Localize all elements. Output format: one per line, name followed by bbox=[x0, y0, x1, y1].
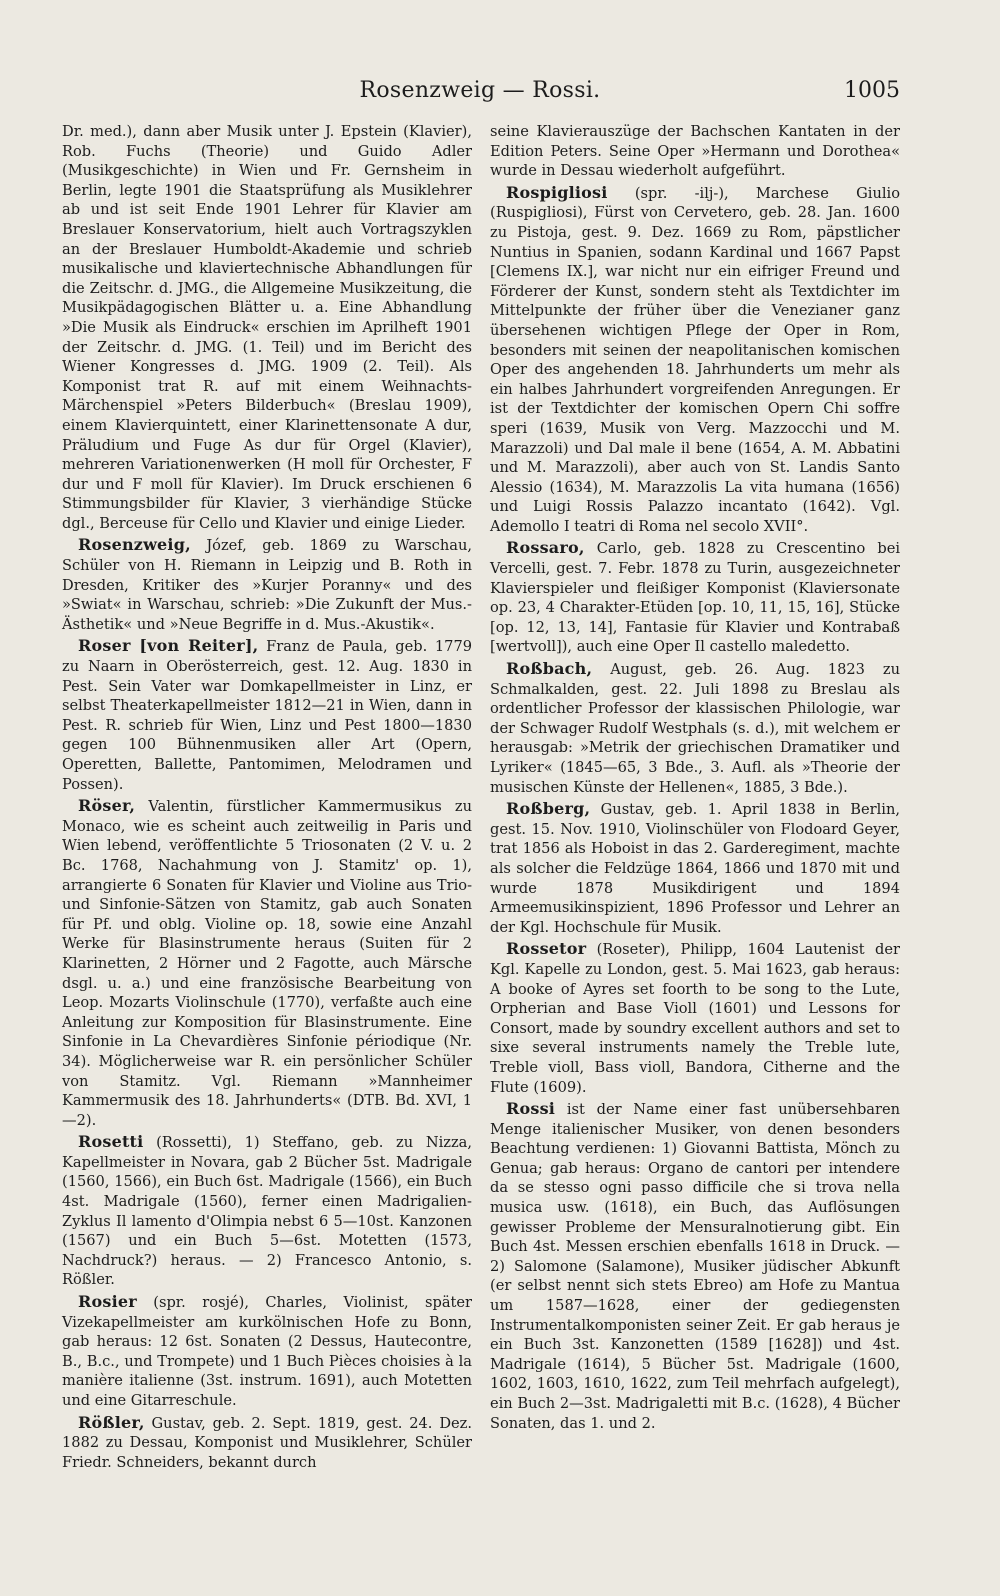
headword: Roßbach, bbox=[506, 659, 593, 679]
running-head: Rosenzweig — Rossi. bbox=[359, 78, 601, 103]
entry-rospigliosi bbox=[490, 183, 900, 537]
headword: Rosier bbox=[78, 1292, 137, 1312]
entry-text: (Roseter), Philipp, 1604 Lautenist der Kgl. Kapelle zu London, gest. 5. Mai 1623, gab heraus: A booke of Ayres set foorth to be song to the Lute, Orpherian and Base Violl (1601) und Lessons for Consort, made by soundry excellent authors and set to sixe several instruments namely the Treble lute, Treble violl, Bass violl, Bandora, Citherne and the Flute (1609). bbox=[490, 941, 901, 1096]
entry-text: Gustav, geb. 1. April 1838 in Berlin, gest. 15. Nov. 1910, Violinschüler von Flodoard Geyer, trat 1856 als Hoboist in das 2. Garderegiment, machte als solcher die Feldzüge 1864, 1866 und 1870 mit und wurde 1878 Musikdirigent und 1894 Armeemusikinspizient, 1896 Professor und Lehrer an der Kgl. Hochschule für Musik. bbox=[490, 801, 901, 936]
entry-text: Dr. med.), dann aber Musik unter J. Epstein (Klavier), Rob. Fuchs (Theorie) und Guido Adler (Musikgeschichte) in Wien und Fr. Gernsheim in Berlin, legte 1901 die Staatsprüfung als Musiklehrer ab und ist seit Ende 1901 Lehrer für Klavier am Breslauer Konservatorium, hielt auch Vortragszyklen an der Breslauer Humboldt-Akademie und schrieb musikalische und klaviertechnische Abhandlungen für die Zeitschr. d. JMG., die Allgemeine Musikzeitung, die Musikpädagogischen Blätter u. a. Eine Abhandlung »Die Musik als Eindruck« erschien im Aprilheft 1901 der Zeitschr. d. JMG. (1. Teil) und im Bericht des Wiener Kongresses d. JMG. 1909 (2. Teil). Als Komponist trat R. auf mit einem Weihnachts-Märchenspiel »Peters Bilderbuch« (Breslau 1909), einem Klavierquintett, einer Klarinettensonate A dur, Präludium und Fuge As dur für Orgel (Klavier), mehreren Variationenwerken (H moll für Orchester, F dur und F moll für Klavier). Im Druck erschienen 6 Stimmungsbilder für Klavier, 3 vierhändige Stücke dgl., Berceuse für Cello und Klavier und einige Lieder. bbox=[62, 123, 472, 532]
entry-rossbach bbox=[490, 659, 900, 797]
entry-rossi bbox=[490, 1099, 900, 1433]
headword: Rossaro, bbox=[506, 538, 585, 558]
page-number: 1005 bbox=[844, 78, 900, 103]
entry-roeser bbox=[62, 796, 472, 1130]
entry-continuation bbox=[490, 122, 900, 181]
entry-text: Carlo, geb. 1828 zu Crescentino bei Vercelli, gest. 7. Febr. 1878 zu Turin, ausgezeichneter Klavierspieler und fleißiger Komponist (Klaviersonate op. 23, 4 Charakter-Etüden [op. 10, 11, 15, 16], Stücke [op. 12, 13, 14], Fantasie für Klavier und Kontrabaß [wertvoll]), auch eine Oper Il castello maledetto. bbox=[490, 540, 900, 656]
entry-text: (spr. rosjé), Charles, Violinist, später Vizekapellmeister am kurkölnischen Hofe zu Bonn, gab heraus: 12 6st. Sonaten (2 Dessus, Hautecontre, B., B.c., und Trompete) und 1 Buch Pièces choisies à la manière italienne (3st. instrum. 1691), auch Motetten und eine Gitarreschule. bbox=[62, 1294, 472, 1409]
headword: Rosenzweig, bbox=[78, 535, 191, 555]
entry-continuation bbox=[62, 122, 472, 533]
entry-roessler bbox=[62, 1413, 472, 1473]
entry-text: Franz de Paula, geb. 1779 zu Naarn in Oberösterreich, gest. 12. Aug. 1830 in Pest. Sein Vater war Domkapellmeister in Linz, er selbst Theaterkapellmeister 1812—21 in Wien, dann in Pest. R. schrieb für Wien, Linz und Pest 1800—1830 gegen 100 Bühnenmusiken aller Art (Opern, Operetten, Ballette, Pantomimen, Melodramen und Possen). bbox=[62, 638, 473, 793]
headword: Rosetti bbox=[78, 1132, 144, 1152]
entry-text: August, geb. 26. Aug. 1823 zu Schmalkalden, gest. 22. Juli 1898 zu Breslau als ordentlicher Professor der klassischen Philologie, war der Schwager Rudolf Westphals (s. d.), mit welchem er herausgab: »Metrik der griechischen Dramatiker und Lyriker« (1845—65, 3 Bde., 3. Aufl. als »Theorie der musischen Künste der Hellenen«, 1885, 3 Bde.). bbox=[490, 661, 900, 796]
entry-text: (Rossetti), 1) Steffano, geb. zu Nizza, Kapellmeister in Novara, gab 2 Bücher 5st. Madrigale (1560, 1566), ein Buch 6st. Madrigale (1566), ein Buch 4st. Madrigale (1560), ferner einen Madrigalien-Zyklus Il lamento d'Olimpia nebst 6 5—10st. Kanzonen (1567) und ein Buch 5—6st. Motetten (1573, Nachdruck?) heraus. — 2) Francesco Antonio, s. Rößler. bbox=[62, 1134, 472, 1289]
headword: Roßberg, bbox=[506, 799, 591, 819]
headword: Rossi bbox=[506, 1099, 556, 1119]
entry-text: Valentin, fürstlicher Kammermusikus zu Monaco, wie es scheint auch zeitweilig in Paris und Wien lebend, veröffentlichte 5 Triosonaten (2 V. u. 2 Bc. 1768, Nachahmung von J. Stamitz' op. 1), arrangierte 6 Sonaten für Klavier und Violine aus Trio- und Sinfonie-Sätzen von Stamitz, gab auch Sonaten für Pf. und oblg. Violine op. 18, sowie eine Anzahl Werke für Blasinstrumente heraus (Suiten für 2 Klarinetten, 2 Hörner und 2 Fagotte, auch Märsche dsgl. u. a.) und eine französische Bearbeitung von Leop. Mozarts Violinschule (1770), verfaßte auch eine Anleitung zur Komposition für Blasinstrumente. Eine Sinfonie in La Chevardières Sinfonie périodique (Nr. 34). Möglicherweise war R. ein persönlicher Schüler von Stamitz. Vgl. Riemann »Mannheimer Kammermusik des 18. Jahrhunderts« (DTB. Bd. XVI, 1—2). bbox=[62, 798, 472, 1129]
entry-rossberg bbox=[490, 799, 900, 937]
entry-rosier bbox=[62, 1292, 472, 1411]
headword: Rößler, bbox=[78, 1412, 145, 1432]
entry-text: (spr. -ilj-), Marchese Giulio (Ruspigliosi), Fürst von Cervetero, geb. 28. Jan. 1600 zu Pistoja, gest. 9. Dez. 1669 zu Rom, päpstlicher Nuntius in Spanien, sodann Kardinal und 1667 Papst [Clemens IX.], war nicht nur ein eifriger Freund und Förderer der Kunst, sondern steht als Textdichter im Mittelpunkte der früher über die Venezianer ganz übersehenen wichtigen Pflege der Oper in Rom, besonders mit seinen der neapolitanischen komischen Oper des angehenden 18. Jahrhunderts um mehr als ein halbes Jahrhundert vorgreifenden Anregungen. Er ist der Textdichter der komischen Opern Chi soffre speri (1639, Musik von Verg. Mazzocchi und M. Marazzoli) und Dal male il bene (1654, A. M. Abbatini und M. Marazzoli), aber auch von St. Landis Santo Alessio (1634), M. Marazzolis La vita humana (1656) und Luigi Rossis Palazzo incantato (1642). Vgl. Ademollo I teatri di Roma nel secolo XVII°. bbox=[490, 184, 900, 535]
headword: Rospigliosi bbox=[506, 182, 608, 202]
entry-text: Józef, geb. 1869 zu Warschau, Schüler von H. Riemann in Leipzig und B. Roth in Dresden, Kritiker des »Kurjer Poranny« und des »Swiat« in Warschau, schrieb: »Die Zukunft der Mus.-Ästhetik« und »Neue Begriffe in d. Mus.-Akustik«. bbox=[62, 537, 472, 633]
entry-rossetor bbox=[490, 939, 900, 1097]
entry-rossaro bbox=[490, 538, 900, 657]
entry-roser bbox=[62, 636, 472, 794]
entry-text: seine Klavierauszüge der Bachschen Kantaten in der Edition Peters. Seine Oper »Hermann und Dorothea« wurde in Dessau wiederholt aufgeführt. bbox=[490, 123, 900, 180]
entry-rosenzweig bbox=[62, 535, 472, 634]
entry-text: Gustav, geb. 2. Sept. 1819, gest. 24. Dez. 1882 zu Dessau, Komponist und Musiklehrer, Schüler Friedr. Schneiders, bekannt durch bbox=[62, 1414, 472, 1471]
headword: Röser, bbox=[78, 796, 136, 816]
page-header bbox=[60, 72, 900, 112]
headword: Rossetor bbox=[506, 939, 587, 959]
left-column bbox=[62, 122, 472, 1474]
right-column bbox=[490, 122, 900, 1435]
entry-rosetti bbox=[62, 1132, 472, 1290]
headword: Roser [von Reiter], bbox=[78, 636, 259, 656]
entry-text: ist der Name einer fast unübersehbaren Menge italienischer Musiker, von denen besonders Beachtung verdienen: 1) Giovanni Battista, Mönch zu Genua; gab heraus: Organo de cantori per intendere da se stesso ogni passo difficile che si trova nella musica usw. (1618), ein Buch, das Auflösungen gewisser Probleme der Mensuralnotierung gibt. Ein Buch 4st. Messen erschien ebenfalls 1618 in Druck. — 2) Salomone (Salamone), Musiker jüdischer Abkunft (er selbst nennt sich stets Ebreo) am Hofe zu Mantua um 1587—1628, einer der gediegensten Instrumentalkomponisten seiner Zeit. Er gab heraus je ein Buch 3st. Kanzonetten (1589 [1628]) und 4st. Madrigale (1614), 5 Bücher 5st. Madrigale (1600, 1602, 1603, 1610, 1622, zum Teil mehrfach aufgelegt), ein Buch 2—3st. Madrigaletti mit B.c. (1628), 4 Bücher Sonaten, das 1. und 2. bbox=[490, 1101, 901, 1432]
